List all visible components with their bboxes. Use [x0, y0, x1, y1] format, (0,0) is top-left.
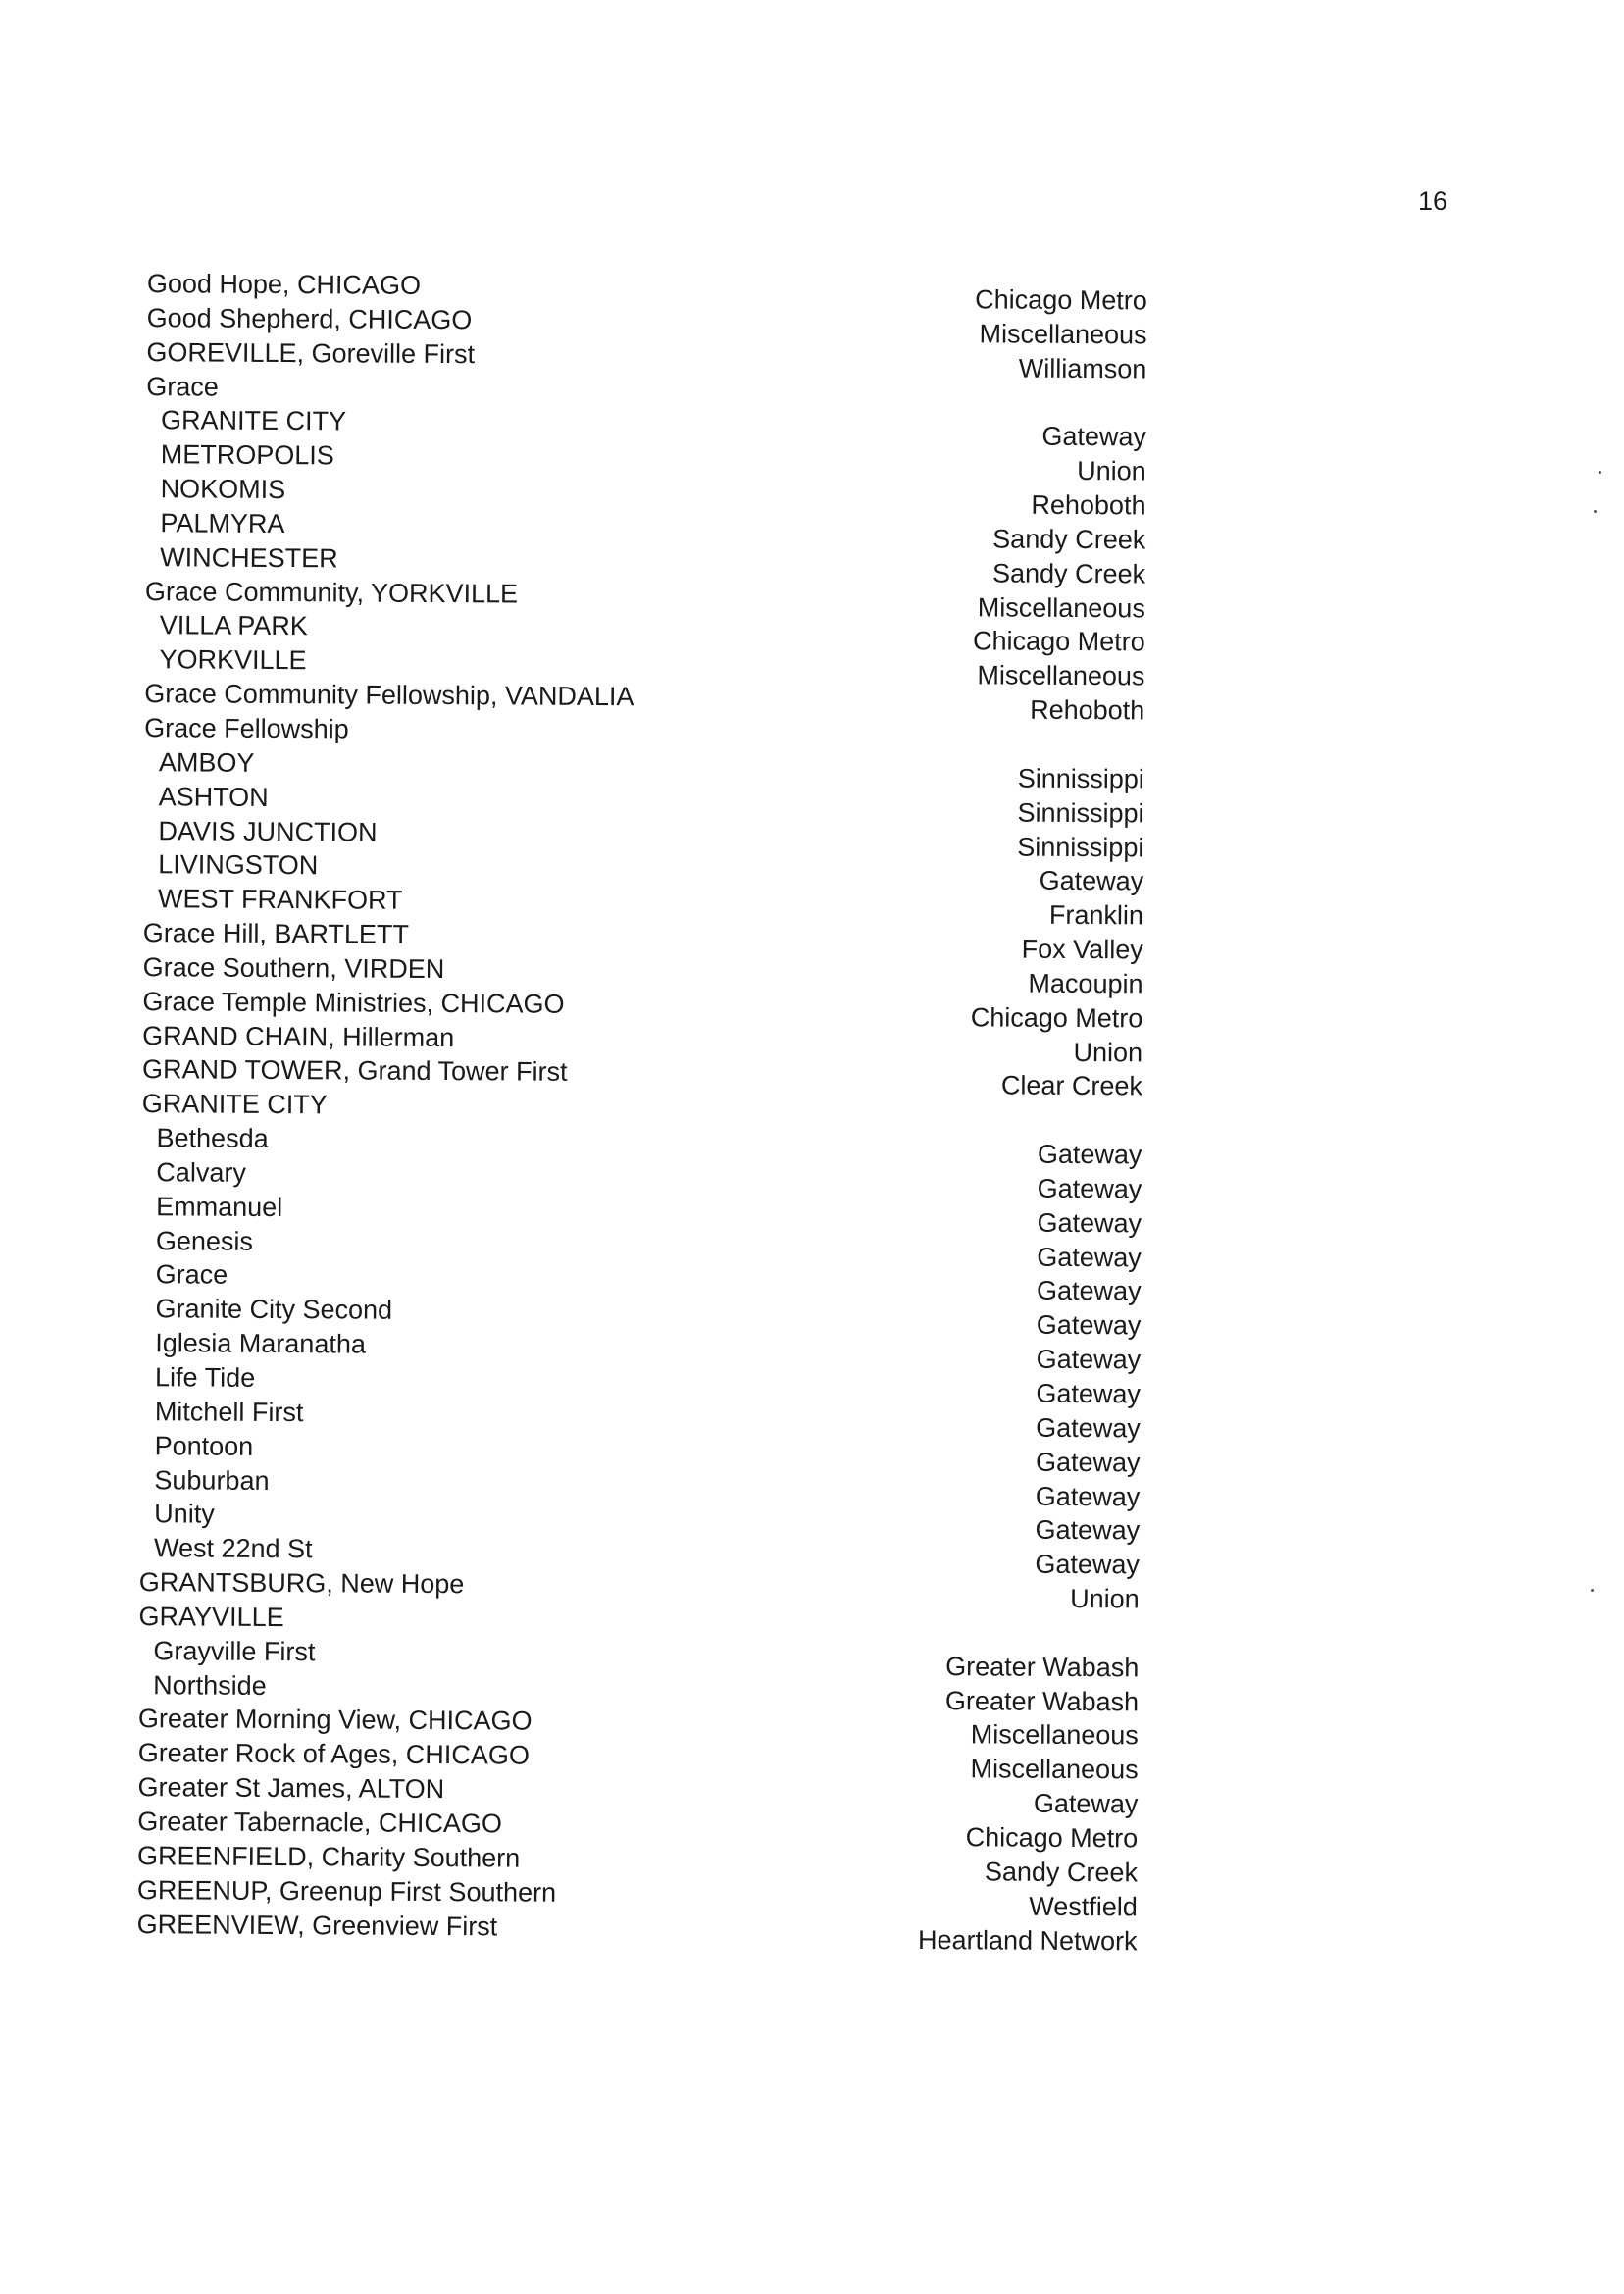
church-name: Grace Southern, VIRDEN — [142, 952, 445, 984]
association-name: Sinnissippi — [1017, 763, 1144, 794]
church-name: Grace Community, YORKVILLE — [144, 576, 519, 609]
association-name: Union — [1077, 456, 1146, 486]
church-name: Greater St James, ALTON — [137, 1772, 445, 1805]
association-name: Gateway — [1039, 866, 1144, 896]
church-name: PALMYRA — [160, 508, 285, 538]
church-name: GREENUP, Greenup First Southern — [136, 1874, 557, 1908]
church-name: AMBOY — [158, 747, 255, 778]
church-name: Grace — [146, 371, 219, 402]
church-name: Suburban — [154, 1464, 270, 1496]
church-name: Bethesda — [156, 1123, 269, 1154]
association-name — [852, 384, 1146, 386]
association-name: Greater Wabash — [945, 1651, 1140, 1683]
church-name: GRANITE CITY — [141, 1089, 328, 1120]
church-name: Grayville First — [153, 1635, 316, 1667]
association-name: Gateway — [1036, 1310, 1142, 1341]
association-name: Miscellaneous — [977, 660, 1145, 691]
association-name: Greater Wabash — [944, 1685, 1140, 1716]
church-name: Unity — [154, 1499, 215, 1530]
church-name: GRAND TOWER, Grand Tower First — [141, 1054, 568, 1088]
association-name: Sandy Creek — [984, 1857, 1139, 1888]
church-name: NOKOMIS — [160, 474, 286, 505]
association-name: Gateway — [1035, 1549, 1141, 1580]
church-name: METROPOLIS — [160, 439, 334, 471]
page-number: 16 — [1418, 186, 1448, 216]
church-name: GREENFIELD, Charity Southern — [137, 1840, 521, 1873]
church-name: Granite City Second — [155, 1294, 393, 1326]
association-name: Chicago Metro — [975, 284, 1147, 316]
church-name: ASHTON — [158, 781, 269, 812]
directory-entry — [108, 1907, 1138, 1956]
association-name: Clear Creek — [1000, 1070, 1143, 1101]
church-name: GRANITE CITY — [160, 405, 347, 436]
association-name: Gateway — [1035, 1447, 1141, 1478]
association-name: Chicago Metro — [970, 1002, 1143, 1034]
church-name: Genesis — [155, 1225, 254, 1256]
association-name: Union — [1073, 1037, 1143, 1067]
association-name: Sandy Creek — [991, 558, 1146, 589]
church-name: Northside — [153, 1669, 267, 1701]
church-name: Greater Morning View, CHICAGO — [137, 1704, 533, 1737]
association-name: Sinnissippi — [1017, 832, 1144, 862]
association-name: Gateway — [1033, 1788, 1139, 1819]
association-name: Gateway — [1041, 422, 1147, 452]
church-name: GOREVILLE, Goreville First — [146, 336, 476, 369]
association-name: Fox Valley — [1021, 934, 1143, 965]
church-name: Grace — [155, 1259, 228, 1291]
association-name: Williamson — [1018, 353, 1147, 384]
association-name: Gateway — [1036, 1412, 1141, 1444]
church-name: Greater Tabernacle, CHICAGO — [137, 1807, 503, 1839]
church-name: VILLA PARK — [159, 610, 308, 641]
association-name — [848, 1102, 1142, 1104]
church-name: GRAND CHAIN, Hillerman — [142, 1020, 455, 1052]
church-name: GRANTSBURG, New Hope — [138, 1567, 465, 1600]
association-name — [850, 727, 1144, 729]
church-name: WEST FRANKFORT — [157, 884, 403, 915]
association-name: Gateway — [1036, 1344, 1142, 1375]
scan-speck — [1591, 1589, 1594, 1592]
association-name: Gateway — [1035, 1515, 1141, 1546]
association-name: Gateway — [1036, 1378, 1142, 1409]
scan-speck — [1599, 471, 1601, 474]
church-name: Life Tide — [154, 1362, 256, 1393]
association-name: Gateway — [1037, 1242, 1142, 1273]
church-name: Emmanuel — [156, 1192, 283, 1222]
association-name: Gateway — [1037, 1207, 1142, 1239]
church-name: Good Hope, CHICAGO — [146, 269, 422, 300]
church-name: LIVINGSTON — [158, 849, 319, 881]
church-name: Greater Rock of Ages, CHICAGO — [137, 1738, 530, 1770]
association-name: Miscellaneous — [977, 591, 1145, 624]
association-name: Gateway — [1037, 1139, 1142, 1170]
church-name: Calvary — [156, 1157, 246, 1188]
association-name: Gateway — [1036, 1276, 1142, 1306]
church-name: GREENVIEW, Greenview First — [136, 1909, 498, 1941]
church-name: Grace Hill, BARTLETT — [142, 918, 410, 949]
church-name: Iglesia Maranatha — [155, 1328, 367, 1359]
church-name: Grace Fellowship — [144, 713, 349, 744]
association-name: Westfield — [1029, 1891, 1138, 1922]
church-name: YORKVILLE — [159, 644, 307, 676]
association-name: Sandy Creek — [992, 524, 1146, 555]
association-name: Union — [1070, 1584, 1140, 1614]
church-name: GRAYVILLE — [138, 1602, 284, 1632]
association-name: Heartland Network — [917, 1924, 1138, 1956]
association-name: Sinnissippi — [1017, 797, 1144, 829]
church-name: Grace Temple Ministries, CHICAGO — [142, 986, 565, 1019]
church-directory-list — [108, 267, 1147, 1956]
church-name: WINCHESTER — [160, 542, 338, 574]
church-name: Pontoon — [154, 1430, 254, 1461]
association-name: Rehoboth — [1030, 694, 1145, 726]
church-name: DAVIS JUNCTION — [158, 815, 378, 847]
association-name: Miscellaneous — [979, 319, 1147, 350]
association-name: Miscellaneous — [970, 1719, 1139, 1751]
church-name: Mitchell First — [154, 1397, 304, 1428]
association-name: Miscellaneous — [970, 1754, 1139, 1785]
association-name: Macoupin — [1028, 968, 1143, 999]
association-name: Rehoboth — [1031, 489, 1146, 521]
association-name: Gateway — [1037, 1173, 1142, 1204]
association-name: Gateway — [1035, 1481, 1141, 1511]
scan-speck — [1594, 510, 1597, 513]
church-name: Grace Community Fellowship, VANDALIA — [144, 679, 634, 712]
church-name: West 22nd St — [153, 1533, 313, 1564]
association-name: Chicago Metro — [965, 1822, 1139, 1854]
church-name: Good Shepherd, CHICAGO — [146, 303, 473, 335]
association-name: Franklin — [1048, 900, 1144, 931]
association-name — [845, 1614, 1140, 1616]
association-name: Chicago Metro — [972, 626, 1145, 657]
